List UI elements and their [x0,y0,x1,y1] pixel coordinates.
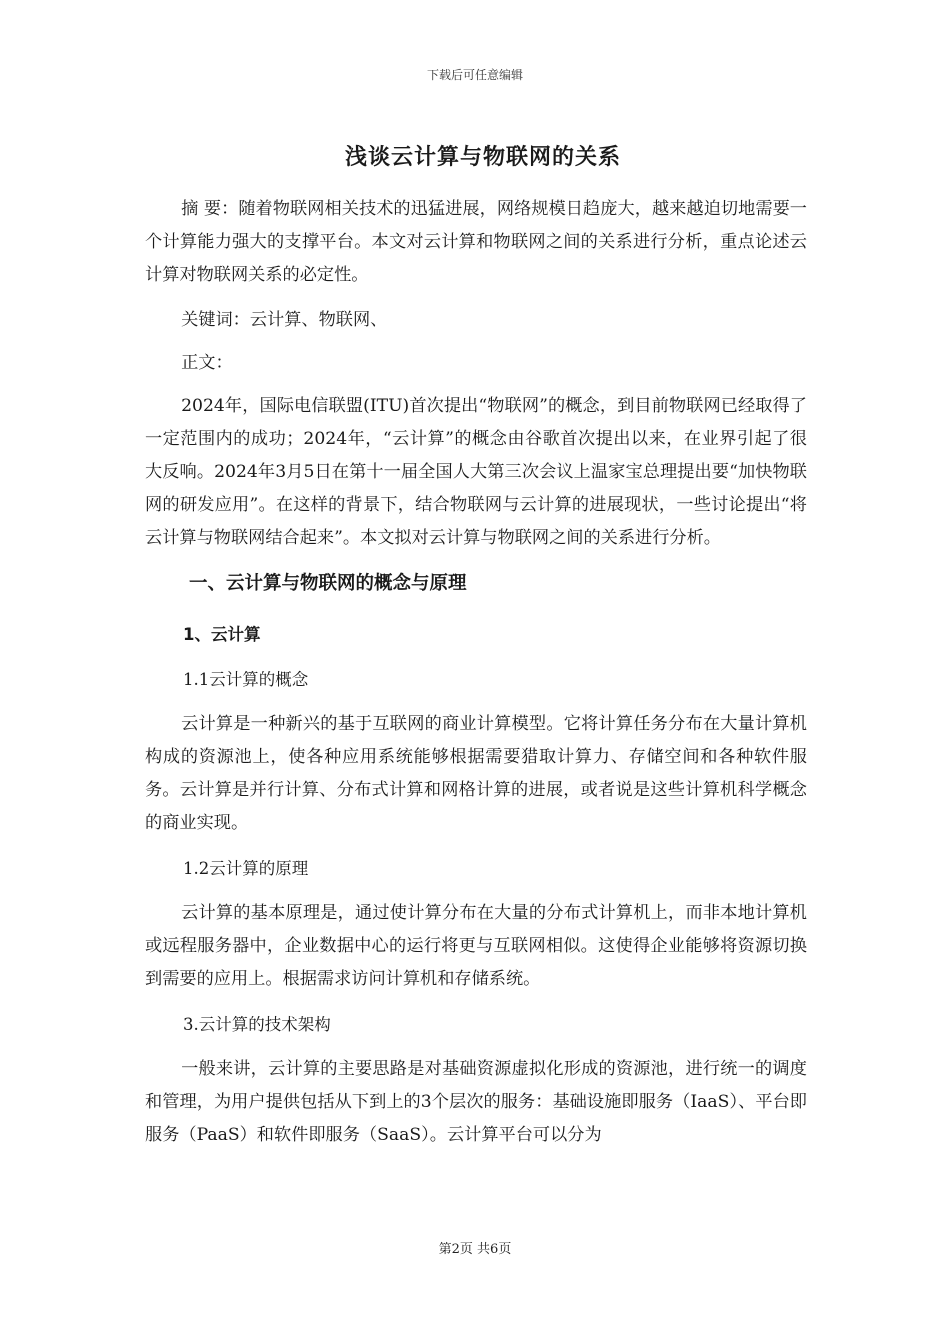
body-label: 正文： [181,353,233,373]
document-title: 浅谈云计算与物联网的关系 [344,145,621,170]
paragraph-cloud-architecture: 一般来讲，云计算的主要思路是对基础资源虚拟化形成的资源池，进行统一的调度和管理，为用户提供包括从下到上的3个层次的服务：基础设施即服务（IaaS）、平台即服务（PaaS）和软件即服务（SaaS）。云计算平台可以分为 [145,1059,807,1145]
abstract-paragraph: 摘 要：随着物联网相关技术的迅猛进展，网络规模日趋庞大，越来越迫切地需要一个计算能力强大的支撑平台。本文对云计算和物联网之间的关系进行分析，重点论述云计算对物联网关系的必定性。 [145,199,807,285]
page-header: 下载后可任意编辑 [426,68,523,82]
subsection-heading-cloud: 1、云计算 [183,625,261,644]
intro-paragraph: 2024年，国际电信联盟(ITU)首次提出“物联网”的概念，到目前物联网已经取得了一定范围内的成功；2024年，“云计算”的概念由谷歌首次提出以来，在业界引起了很大反响。2024年3月5日在第十一届全国人大第三次会议上温家宝总理提出要“加快物联网的研发应用”。在这样的背景下，结合物联网与云计算的进展现状，一些讨论提出“将云计算与物联网结合起来”。本文拟对云计算与物联网之间的关系进行分析。 [145,396,807,548]
page-content [145,140,807,1164]
paragraph-cloud-principle: 云计算的基本原理是，通过使计算分布在大量的分布式计算机上，而非本地计算机或远程服务器中，企业数据中心的运行将更与互联网相似。这使得企业能够将资源切换到需要的应用上。根据需求访问计算机和存储系统。 [145,903,807,989]
heading-cloud-concept: 1.1云计算的概念 [183,670,309,689]
keywords-line: 关键词：云计算、物联网、 [181,310,388,330]
section-heading-1: 一、云计算与物联网的概念与原理 [189,573,467,594]
paragraph-cloud-concept: 云计算是一种新兴的基于互联网的商业计算模型。它将计算任务分布在大量计算机构成的资源池上，使各种应用系统能够根据需要猎取计算力、存储空间和各种软件服务。云计算是并行计算、分布式计算和网格计算的进展，或者说是这些计算机科学概念的商业实现。 [145,714,807,833]
heading-cloud-architecture: 3.云计算的技术架构 [183,1015,331,1034]
page-footer: 第2页 共6页 [438,1242,512,1257]
heading-cloud-principle: 1.2云计算的原理 [183,859,309,878]
